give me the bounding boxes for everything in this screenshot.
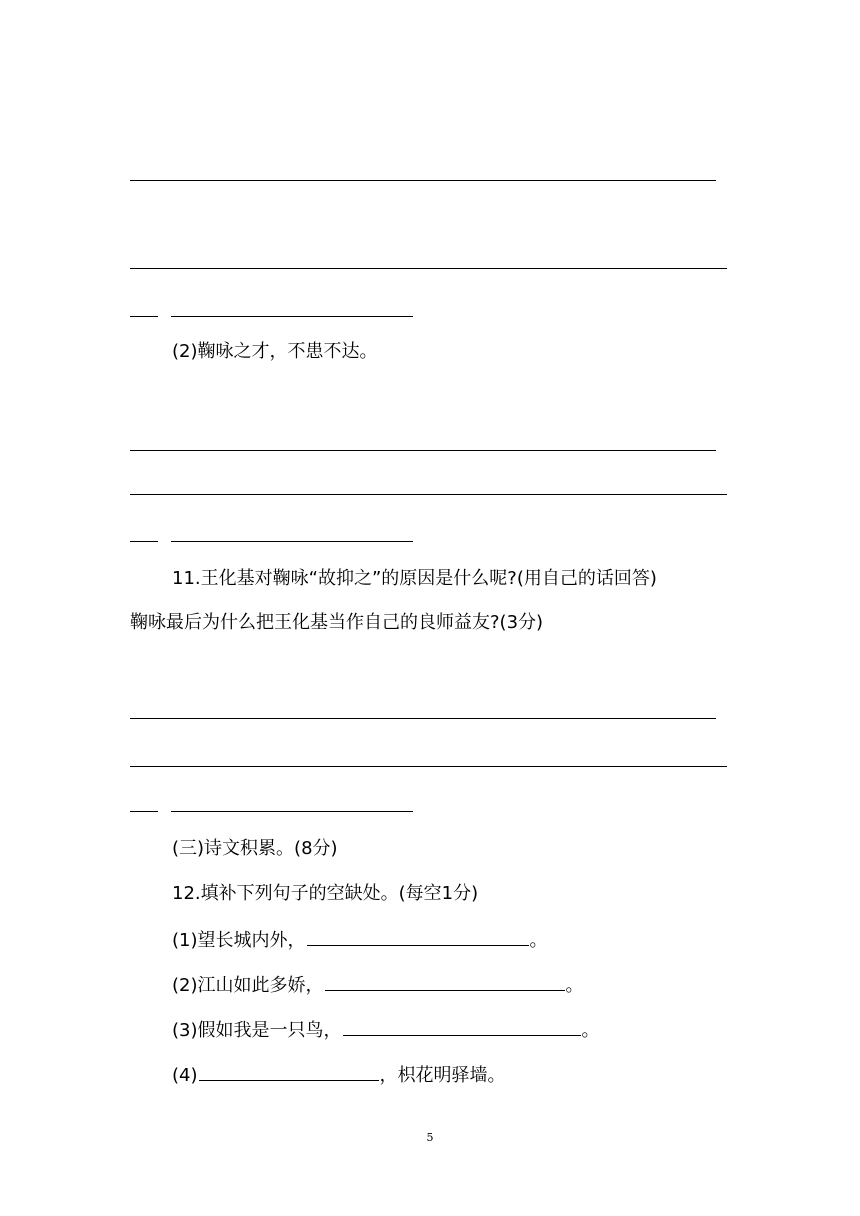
answer-line xyxy=(130,316,158,317)
fill-blank[interactable] xyxy=(325,972,565,991)
item-3-suffix: 。 xyxy=(581,1020,600,1041)
question-10-sub-2: (2)鞠咏之才，不患不达。 xyxy=(172,341,378,362)
section-3-title: (三)诗文积累。(8分) xyxy=(172,838,338,859)
answer-line xyxy=(130,450,716,451)
item-4-prefix: (4) xyxy=(172,1065,198,1086)
answer-line xyxy=(130,180,716,181)
question-11-line-2: 鞠咏最后为什么把王化基当作自己的良师益友?(3分) xyxy=(130,612,544,633)
item-2-prefix: (2)江山如此多娇， xyxy=(172,975,324,996)
item-4-suffix: ，枳花明驿墙。 xyxy=(379,1065,506,1086)
fill-blank[interactable] xyxy=(343,1017,581,1036)
answer-line xyxy=(130,766,727,767)
answer-line xyxy=(130,268,727,269)
answer-line xyxy=(171,541,413,542)
answer-line xyxy=(130,494,727,495)
question-12-title: 12.填补下列句子的空缺处。(每空1分) xyxy=(172,883,479,904)
question-12-item-4 xyxy=(172,1062,506,1088)
answer-line xyxy=(130,541,158,542)
question-11-line-1: 11.王化基对鞠咏“故抑之”的原因是什么呢?(用自己的话回答) xyxy=(172,568,657,589)
page-number: 5 xyxy=(426,1131,434,1144)
item-3-prefix: (3)假如我是一只鸟， xyxy=(172,1020,342,1041)
answer-line xyxy=(171,811,413,812)
answer-line xyxy=(130,718,716,719)
question-12-item-1 xyxy=(172,927,548,953)
item-1-prefix: (1)望长城内外， xyxy=(172,930,306,951)
question-12-item-2 xyxy=(172,972,584,998)
answer-line xyxy=(130,811,158,812)
fill-blank[interactable] xyxy=(307,927,529,946)
question-12-item-3 xyxy=(172,1017,600,1043)
item-2-suffix: 。 xyxy=(565,975,584,996)
answer-line xyxy=(171,316,413,317)
item-1-suffix: 。 xyxy=(529,930,548,951)
fill-blank[interactable] xyxy=(199,1062,379,1081)
